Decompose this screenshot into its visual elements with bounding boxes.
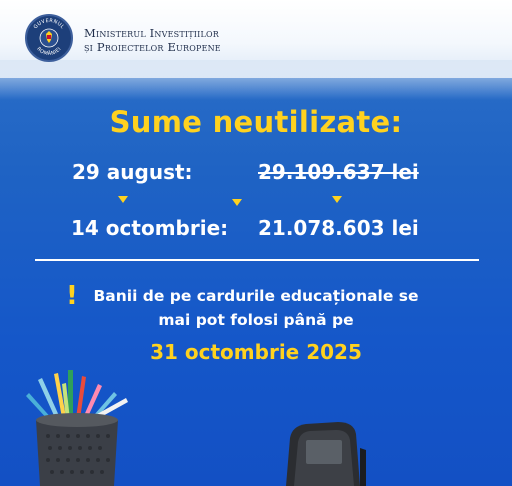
svg-text:ROMÂNIEI: ROMÂNIEI (35, 46, 63, 58)
arrow-down-icon (232, 199, 242, 206)
card-terminal-icon (276, 420, 366, 486)
pencil-holder-icon (18, 370, 138, 486)
row-value-august: 29.109.637 lei (258, 160, 419, 184)
row-value-october: 21.078.603 lei (258, 216, 419, 240)
svg-text:GUVERNUL: GUVERNUL (32, 17, 66, 31)
ministry-name-line1: Ministerul Investițiilor (84, 26, 219, 40)
arrow-down-icon (118, 196, 128, 203)
divider (35, 259, 479, 261)
info-note-line1: Banii de pe cardurile educaționale se (93, 287, 419, 305)
page-title: Sume neutilizate: (109, 105, 403, 139)
exclamation-icon: ! (66, 281, 78, 311)
deadline-date: 31 octombrie 2025 (150, 340, 362, 364)
government-seal-icon (25, 14, 73, 62)
ministry-name-line2: și Proiectelor Europene (84, 40, 221, 54)
row-label-october: 14 octombrie: (71, 216, 229, 240)
info-note (0, 284, 512, 332)
ministry-name (84, 26, 221, 54)
arrow-down-icon (332, 196, 342, 203)
info-note-line2: mai pot folosi până pe (158, 311, 354, 329)
row-label-august: 29 august: (72, 160, 193, 184)
